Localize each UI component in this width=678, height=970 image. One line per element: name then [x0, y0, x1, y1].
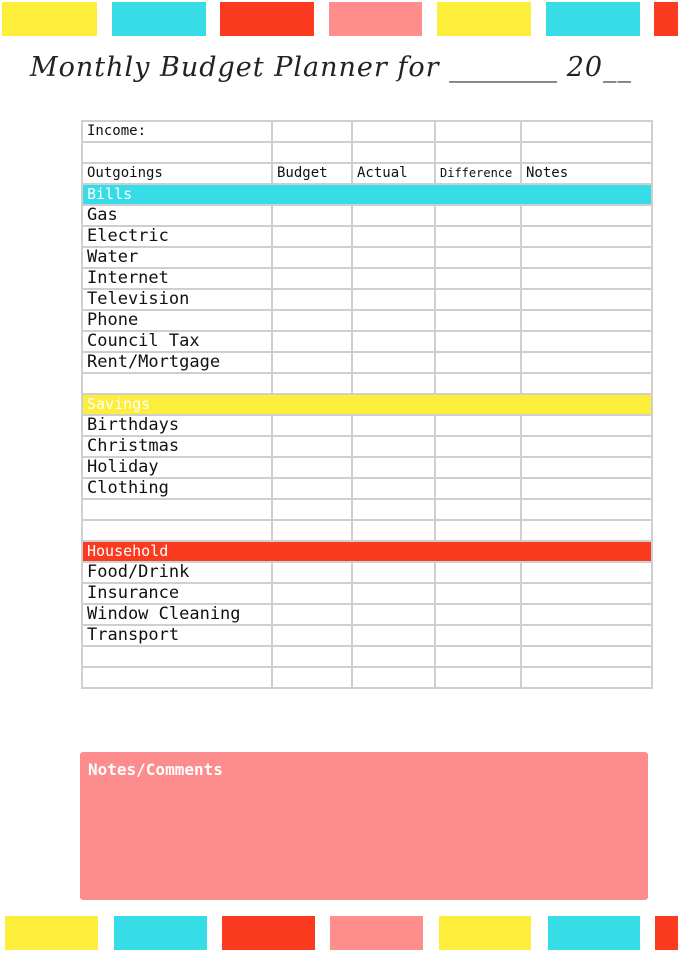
- actual-cell[interactable]: [352, 499, 435, 520]
- notes-cell[interactable]: [521, 520, 652, 541]
- actual-cell[interactable]: [352, 457, 435, 478]
- stripe-block: [330, 916, 423, 950]
- table-row: [82, 583, 652, 604]
- table-row: [82, 289, 652, 310]
- difference-cell[interactable]: [435, 625, 521, 646]
- budget-cell[interactable]: [272, 457, 352, 478]
- row-label[interactable]: [82, 142, 272, 163]
- section-header-savings: [82, 394, 652, 415]
- row-label[interactable]: [82, 499, 272, 520]
- title-text: Monthly Budget Planner for: [30, 52, 440, 83]
- stripe-block: [548, 916, 640, 950]
- stripe-block: [654, 2, 678, 36]
- row-label[interactable]: Window Cleaning: [82, 604, 272, 625]
- actual-cell[interactable]: [352, 562, 435, 583]
- notes-box[interactable]: [80, 752, 648, 900]
- stripe-block: [112, 2, 206, 36]
- income-row: [82, 121, 652, 142]
- table-row: [82, 520, 652, 541]
- budget-cell[interactable]: [272, 646, 352, 667]
- actual-cell[interactable]: [352, 226, 435, 247]
- actual-header[interactable]: Actual: [352, 163, 435, 184]
- notes-cell[interactable]: [521, 331, 652, 352]
- row-label[interactable]: Insurance: [82, 583, 272, 604]
- budget-cell[interactable]: [272, 436, 352, 457]
- budget-cell[interactable]: [272, 268, 352, 289]
- header-row: [82, 163, 652, 184]
- row-label[interactable]: Birthdays: [82, 415, 272, 436]
- actual-cell[interactable]: [352, 583, 435, 604]
- actual-cell[interactable]: [352, 646, 435, 667]
- row-label[interactable]: Food/Drink: [82, 562, 272, 583]
- budget-cell[interactable]: [272, 478, 352, 499]
- row-label[interactable]: Council Tax: [82, 331, 272, 352]
- stripe-block: [329, 2, 422, 36]
- row-label[interactable]: [82, 520, 272, 541]
- difference-cell[interactable]: [435, 520, 521, 541]
- stripe-block: [655, 916, 678, 950]
- row-label[interactable]: [82, 667, 272, 688]
- actual-cell[interactable]: [352, 520, 435, 541]
- notes-cell[interactable]: [521, 436, 652, 457]
- difference-cell[interactable]: [435, 499, 521, 520]
- notes-cell[interactable]: [521, 499, 652, 520]
- table-row: [82, 457, 652, 478]
- difference-cell[interactable]: [435, 646, 521, 667]
- difference-cell[interactable]: [435, 142, 521, 163]
- section-header-bills: [82, 184, 652, 205]
- outgoings-header[interactable]: Outgoings: [82, 163, 272, 184]
- row-label[interactable]: [82, 646, 272, 667]
- notes-cell[interactable]: [521, 205, 652, 226]
- notes-cell[interactable]: [521, 646, 652, 667]
- bottom-color-stripe: [0, 916, 678, 952]
- actual-cell[interactable]: [352, 331, 435, 352]
- difference-cell[interactable]: [435, 436, 521, 457]
- table-row: [82, 373, 652, 394]
- budget-cell[interactable]: [272, 289, 352, 310]
- table-row: [82, 499, 652, 520]
- actual-cell[interactable]: [352, 289, 435, 310]
- stripe-block: [5, 916, 98, 950]
- stripe-block: [220, 2, 314, 36]
- row-label[interactable]: Holiday: [82, 457, 272, 478]
- actual-cell[interactable]: [352, 352, 435, 373]
- row-label[interactable]: Christmas: [82, 436, 272, 457]
- section-label: Household: [82, 541, 652, 562]
- budget-cell[interactable]: [272, 562, 352, 583]
- row-label[interactable]: Clothing: [82, 478, 272, 499]
- budget-cell[interactable]: [272, 415, 352, 436]
- notes-cell[interactable]: [521, 667, 652, 688]
- table-row: [82, 562, 652, 583]
- row-label[interactable]: Internet: [82, 268, 272, 289]
- table-row: [82, 247, 652, 268]
- notes-cell[interactable]: [521, 352, 652, 373]
- table-row: [82, 331, 652, 352]
- table-row: [82, 268, 652, 289]
- budget-cell[interactable]: [272, 625, 352, 646]
- difference-cell[interactable]: [435, 583, 521, 604]
- budget-table: [81, 120, 653, 689]
- stripe-block: [546, 2, 640, 36]
- table-row: [82, 352, 652, 373]
- table-row: [82, 646, 652, 667]
- actual-cell[interactable]: [352, 667, 435, 688]
- notes-cell[interactable]: [521, 121, 652, 142]
- budget-cell[interactable]: [272, 247, 352, 268]
- row-label[interactable]: Phone: [82, 310, 272, 331]
- actual-cell[interactable]: [352, 310, 435, 331]
- actual-cell[interactable]: [352, 436, 435, 457]
- stripe-block: [437, 2, 531, 36]
- stripe-block: [114, 916, 207, 950]
- row-label[interactable]: Transport: [82, 625, 272, 646]
- stripe-block: [439, 916, 531, 950]
- difference-cell[interactable]: [435, 373, 521, 394]
- actual-cell[interactable]: [352, 625, 435, 646]
- notes-cell[interactable]: [521, 247, 652, 268]
- actual-cell[interactable]: [352, 373, 435, 394]
- difference-cell[interactable]: [435, 289, 521, 310]
- budget-cell[interactable]: [272, 352, 352, 373]
- budget-cell[interactable]: [272, 583, 352, 604]
- notes-cell[interactable]: [521, 457, 652, 478]
- page-title: [30, 52, 632, 83]
- section-header-household: [82, 541, 652, 562]
- budget-cell[interactable]: [272, 226, 352, 247]
- table-row: [82, 142, 652, 163]
- difference-cell[interactable]: [435, 121, 521, 142]
- notes-cell[interactable]: [521, 562, 652, 583]
- notes-cell[interactable]: [521, 604, 652, 625]
- table-row: [82, 478, 652, 499]
- table-row: [82, 310, 652, 331]
- budget-cell[interactable]: [272, 142, 352, 163]
- table-row: [82, 667, 652, 688]
- top-color-stripe: [0, 2, 678, 38]
- budget-cell[interactable]: [272, 667, 352, 688]
- table-row: [82, 436, 652, 457]
- table-row: [82, 415, 652, 436]
- table-row: [82, 226, 652, 247]
- difference-header[interactable]: Difference: [435, 163, 521, 184]
- budget-cell[interactable]: [272, 121, 352, 142]
- budget-cell[interactable]: [272, 604, 352, 625]
- notes-cell[interactable]: [521, 289, 652, 310]
- notes-header[interactable]: Notes: [521, 163, 652, 184]
- actual-cell[interactable]: [352, 121, 435, 142]
- difference-cell[interactable]: [435, 562, 521, 583]
- stripe-block: [2, 2, 97, 36]
- notes-cell[interactable]: [521, 226, 652, 247]
- notes-label: Notes/Comments: [88, 760, 223, 779]
- actual-cell[interactable]: [352, 142, 435, 163]
- notes-cell[interactable]: [521, 415, 652, 436]
- actual-cell[interactable]: [352, 205, 435, 226]
- notes-cell[interactable]: [521, 142, 652, 163]
- difference-cell[interactable]: [435, 478, 521, 499]
- difference-cell[interactable]: [435, 667, 521, 688]
- table-row: [82, 625, 652, 646]
- actual-cell[interactable]: [352, 415, 435, 436]
- difference-cell[interactable]: [435, 268, 521, 289]
- difference-cell[interactable]: [435, 604, 521, 625]
- row-label[interactable]: Gas: [82, 205, 272, 226]
- actual-cell[interactable]: [352, 247, 435, 268]
- budget-cell[interactable]: [272, 499, 352, 520]
- actual-cell[interactable]: [352, 478, 435, 499]
- table-row: [82, 604, 652, 625]
- difference-cell[interactable]: [435, 415, 521, 436]
- section-label: Savings: [82, 394, 652, 415]
- notes-cell[interactable]: [521, 625, 652, 646]
- row-label[interactable]: [82, 373, 272, 394]
- budget-cell[interactable]: [272, 205, 352, 226]
- actual-cell[interactable]: [352, 268, 435, 289]
- difference-cell[interactable]: [435, 331, 521, 352]
- row-label[interactable]: Television: [82, 289, 272, 310]
- row-label[interactable]: Rent/Mortgage: [82, 352, 272, 373]
- budget-cell[interactable]: [272, 310, 352, 331]
- difference-cell[interactable]: [435, 310, 521, 331]
- stripe-block: [222, 916, 315, 950]
- budget-header[interactable]: Budget: [272, 163, 352, 184]
- difference-cell[interactable]: [435, 226, 521, 247]
- year-field: 20__: [566, 52, 633, 83]
- notes-cell[interactable]: [521, 268, 652, 289]
- actual-cell[interactable]: [352, 604, 435, 625]
- budget-cell[interactable]: [272, 373, 352, 394]
- row-label[interactable]: Electric: [82, 226, 272, 247]
- difference-cell[interactable]: [435, 205, 521, 226]
- difference-cell[interactable]: [435, 352, 521, 373]
- budget-cell[interactable]: [272, 520, 352, 541]
- difference-cell[interactable]: [435, 457, 521, 478]
- notes-cell[interactable]: [521, 583, 652, 604]
- section-label: Bills: [82, 184, 652, 205]
- notes-cell[interactable]: [521, 478, 652, 499]
- budget-cell[interactable]: [272, 331, 352, 352]
- table-row: [82, 205, 652, 226]
- row-label[interactable]: Water: [82, 247, 272, 268]
- notes-cell[interactable]: [521, 310, 652, 331]
- income-label[interactable]: Income:: [82, 121, 272, 142]
- month-blank: ________: [449, 52, 558, 83]
- notes-cell[interactable]: [521, 373, 652, 394]
- difference-cell[interactable]: [435, 247, 521, 268]
